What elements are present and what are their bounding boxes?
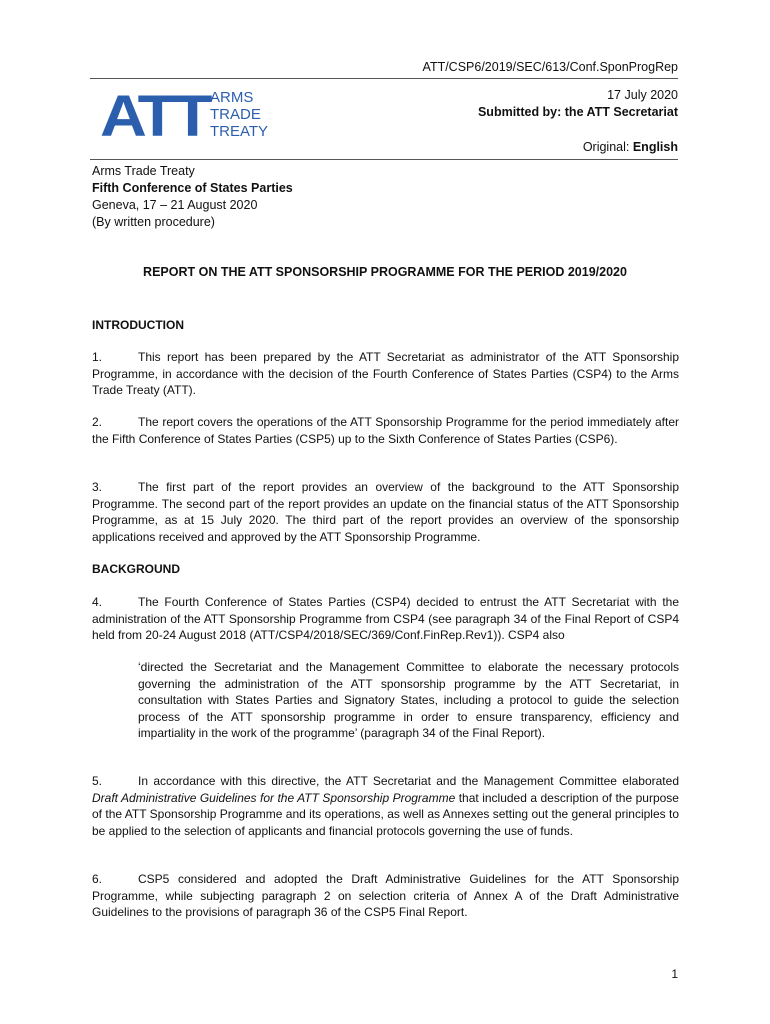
paragraph-6 xyxy=(92,871,679,921)
submitted-by: Submitted by: the ATT Secretariat xyxy=(477,105,678,119)
paragraph-text: In accordance with this directive, the ATT Secretariat and the Management Committee elaborated xyxy=(138,774,679,788)
treaty-name: Arms Trade Treaty xyxy=(92,164,195,178)
paragraph-3 xyxy=(92,479,679,545)
paragraph-5 xyxy=(92,773,679,839)
paragraph-text: The Fourth Conference of States Parties (CSP4) decided to entrust the ATT Secretariat with the administration of the ATT Sponsorship Programme from CSP4 (see paragraph 34 of the Final Report of CSP4 held from 20-24 August 2018 (ATT/CSP4/2018/SEC/369/Conf.FinRep.Rev1)). CSP4 also xyxy=(92,595,679,642)
section-heading-background: BACKGROUND xyxy=(92,562,180,576)
paragraph-4 xyxy=(92,594,679,644)
original-language-value: English xyxy=(632,140,678,154)
paragraph-number: 3. xyxy=(92,480,103,494)
conference-info xyxy=(92,163,293,231)
paragraph-number: 4. xyxy=(92,595,103,609)
paragraph-number: 5. xyxy=(92,774,103,788)
section-heading-introduction: INTRODUCTION xyxy=(92,318,184,332)
header-divider-bottom xyxy=(90,159,678,160)
conference-location: Geneva, 17 – 21 August 2020 xyxy=(92,198,258,212)
paragraph-text: The first part of the report provides an overview of the background to the ATT Sponsorship Programme. The second part of the report provides an update on the financial status of the ATT Sponsorship Programme, as at 15 July 2020. The third part of the report provides an overview of the sponsorship applications received and approved by the ATT Sponsorship Programme. xyxy=(92,480,679,544)
original-label: Original: xyxy=(582,140,630,154)
paragraph-number: 1. xyxy=(92,350,103,364)
paragraph-text: This report has been prepared by the ATT Secretariat as administrator of the ATT Sponsorship Programme, in accordance with the decision of the Fourth Conference of States Parties (CSP4) to the Arms Trade Treaty (ATT). xyxy=(92,350,679,397)
block-quote: ‘directed the Secretariat and the Management Committee to elaborate the necessary protocols governing the administration of the ATT sponsorship programme by the ATT Secretariat, in consultation with States Parties and Signatory States, including a protocol to guide the selection process of the ATT sponsorship programme in order to ensure transparency, efficiency and impartiality in the work of the programme’ (paragraph 34 of the Final Report). xyxy=(138,660,679,740)
guidelines-title: Draft Administrative Guidelines for the ATT Sponsorship Programme xyxy=(92,790,456,805)
paragraph-2 xyxy=(92,414,679,447)
paragraph-text: CSP5 considered and adopted the Draft Administrative Guidelines for the ATT Sponsorship Programme, while subjecting paragraph 2 on selection criteria of Annex A of the Draft Administrative Guidelines to the provisions of paragraph 36 of the CSP5 Final Report. xyxy=(92,872,679,919)
conference-name: Fifth Conference of States Parties xyxy=(92,181,293,195)
paragraph-number: 2. xyxy=(92,415,103,429)
document-reference: ATT/CSP6/2019/SEC/613/Conf.SponProgRep xyxy=(422,60,678,74)
paragraph-1 xyxy=(92,349,679,399)
document-date: 17 July 2020 xyxy=(607,88,678,102)
original-language xyxy=(583,140,678,154)
logo-letters: ATT xyxy=(100,88,212,140)
logo-line-arms: ARMS xyxy=(210,89,254,106)
att-logo xyxy=(100,88,270,140)
logo-line-treaty: TREATY xyxy=(210,123,269,140)
paragraph-number: 6. xyxy=(92,872,103,886)
logo-line-trade: TRADE xyxy=(210,106,261,123)
paragraph-text: The report covers the operations of the ATT Sponsorship Programme for the period immediately after the Fifth Conference of States Parties (CSP5) up to the Sixth Conference of States Parties (CSP6). xyxy=(92,415,679,446)
page-number: 1 xyxy=(671,967,678,981)
header-divider-top xyxy=(90,78,678,79)
report-title: REPORT ON THE ATT SPONSORSHIP PROGRAMME FOR THE PERIOD 2019/2020 xyxy=(143,265,627,279)
conference-procedure: (By written procedure) xyxy=(92,215,215,229)
paragraph-text-continued: that included a description of the purpose of the ATT Sponsorship Programme and its operations, as well as Annexes setting out the general principles to be applied to the selection of applicants and financial protocols governing the use of funds. xyxy=(92,790,679,838)
